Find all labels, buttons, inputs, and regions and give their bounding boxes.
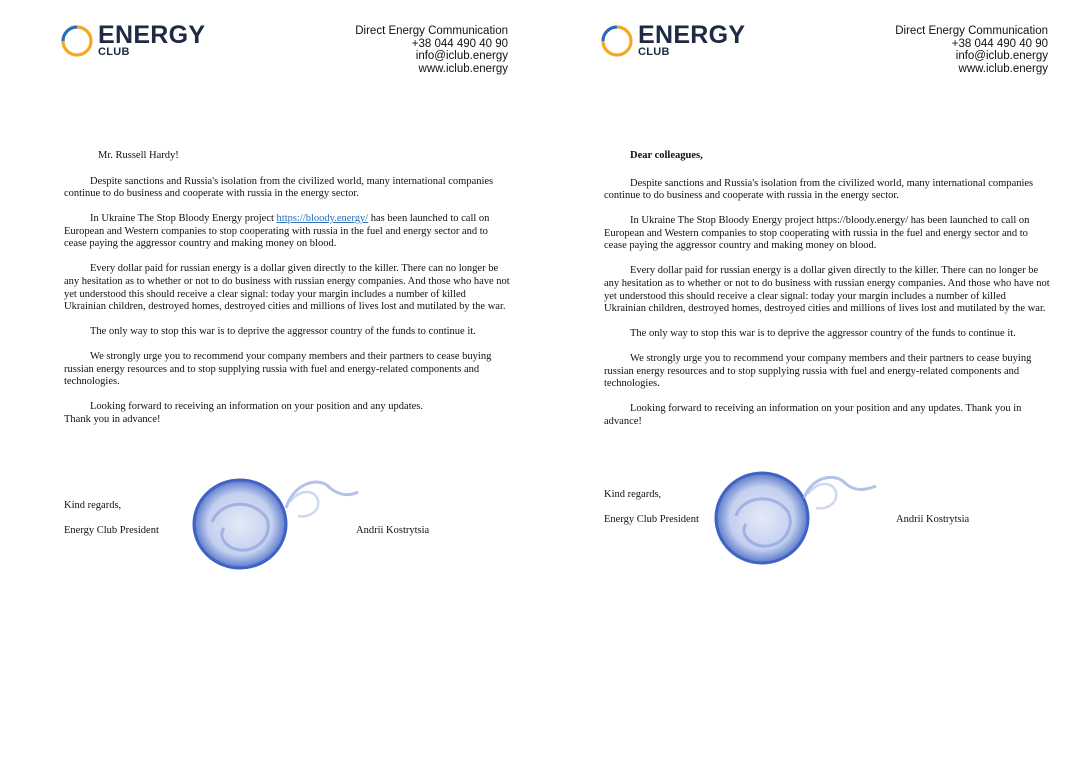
letter-body bbox=[64, 150, 510, 439]
paragraph-3: Every dollar paid for russian energy is a dollar given directly to the killer. There can no longer be any hesitation as to whether or not to do business with russian energy companies. And those who have not yet understood this should receive a clear signal: today your margin includes a number of killed Ukrainian children, destroyed homes, destroyed cities and millions of lives lost and mutilated by the war. bbox=[64, 263, 510, 313]
signer-title: Energy Club President bbox=[604, 514, 699, 525]
contact-phone: +38 044 490 40 90 bbox=[951, 37, 1048, 50]
paragraph-6: Looking forward to receiving an information on your position and any updates. bbox=[90, 401, 424, 413]
bloody-energy-link[interactable]: https://bloody.energy/ bbox=[276, 213, 369, 225]
contact-block bbox=[355, 25, 508, 75]
logo-word: ENERGY bbox=[98, 21, 206, 49]
regards: Kind regards, bbox=[64, 500, 122, 511]
signature-stamp bbox=[190, 472, 370, 572]
logo-ring-icon bbox=[60, 24, 94, 58]
letter-page-right bbox=[540, 0, 1080, 764]
contact-line: Direct Energy Communication bbox=[895, 25, 1048, 37]
logo-sub: CLUB bbox=[98, 46, 130, 58]
contact-website: www.iclub.energy bbox=[418, 62, 508, 75]
regards: Kind regards, bbox=[604, 489, 662, 500]
logo-ring-icon bbox=[600, 24, 634, 58]
paragraph-4: The only way to stop this war is to deprive the aggressor country of the funds to continue it. bbox=[90, 326, 476, 338]
paragraph-2-text-a: In Ukraine The Stop Bloody Energy project bbox=[90, 213, 277, 225]
letter-body bbox=[604, 150, 1050, 441]
greeting: Mr. Russell Hardy! bbox=[98, 150, 179, 161]
logo-sub: CLUB bbox=[638, 46, 670, 58]
paragraph-5: We strongly urge you to recommend your company members and their partners to cease buying russian energy resources and to stop supplying russia with fuel and energy-related components and technologies. bbox=[64, 351, 492, 388]
paragraph-5: We strongly urge you to recommend your company members and their partners to cease buying russian energy resources and to stop supplying russia with fuel and energy-related components and technologies. bbox=[604, 353, 1032, 390]
signature-stamp bbox=[712, 468, 882, 568]
paragraph-7: Thank you in advance! bbox=[64, 413, 161, 425]
signer-name: Andrii Kostrytsia bbox=[356, 525, 430, 536]
contact-line: Direct Energy Communication bbox=[355, 25, 508, 37]
contact-email: info@iclub.energy bbox=[415, 50, 508, 63]
contact-phone: +38 044 490 40 90 bbox=[411, 37, 508, 50]
greeting: Dear colleagues, bbox=[630, 150, 703, 161]
paragraph-1: Despite sanctions and Russia's isolation from the civilized world, many international companies continue to do business and cooperate with russia in the energy sector. bbox=[604, 177, 1034, 202]
contact-email: info@iclub.energy bbox=[955, 50, 1048, 63]
energy-club-logo bbox=[60, 21, 206, 62]
paragraph-2-text-b: has been launched to call on European and Western companies to stop cooperating with russia in the fuel and energy sector and to cease paying the aggressor country and making money on blood. bbox=[64, 213, 490, 250]
contact-website: www.iclub.energy bbox=[958, 62, 1048, 75]
paragraph-1: Despite sanctions and Russia's isolation from the civilized world, many international companies continue to do business and cooperate with russia in the energy sector. bbox=[64, 175, 494, 200]
paragraph-2: In Ukraine The Stop Bloody Energy project https://bloody.energy/ has been launched to call on European and Western companies to stop cooperating with russia in the fuel and energy sector and to cease paying the aggressor country and making money on blood. bbox=[604, 215, 1030, 252]
signer-title: Energy Club President bbox=[64, 525, 159, 536]
paragraph-4: The only way to stop this war is to deprive the aggressor country of the funds to continue it. bbox=[630, 328, 1016, 340]
logo-word: ENERGY bbox=[638, 21, 746, 49]
paragraph-2 bbox=[64, 213, 510, 251]
paragraph-6: Looking forward to receiving an information on your position and any updates. Thank you in advance! bbox=[604, 403, 1022, 427]
contact-block bbox=[895, 25, 1048, 75]
signer-name: Andrii Kostrytsia bbox=[896, 514, 970, 525]
energy-club-logo bbox=[600, 21, 746, 62]
paragraph-3: Every dollar paid for russian energy is a dollar given directly to the killer. There can no longer be any hesitation as to whether or not to do business with russian energy companies. And those who have not yet understood this should receive a clear signal: today your margin includes a number of killed Ukrainian children, destroyed homes, destroyed cities and millions of lives lost and mutilated by the war. bbox=[604, 265, 1050, 315]
